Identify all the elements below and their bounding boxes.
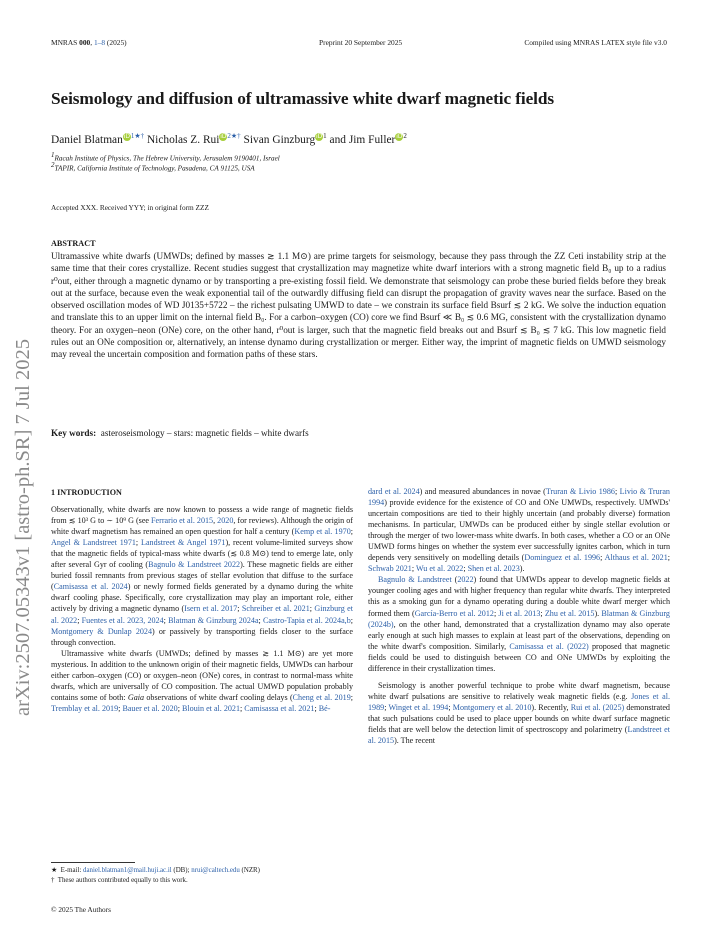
citation-link[interactable]: Rui et al. (2025) — [570, 702, 625, 712]
paragraph: Bagnulo & Landstreet (2022) found that UMWDs appear to develop magnetic fields at younger cooling ages and with higher frequency than regular white dwarfs. They interpreted this as a smoking gun for a dynamo operating during a double white dwarf merger which formed them (García-Berro et al. 2012; Ji et al. 2013; Zhu et al. 2015). Blatman & Ginzburg (2024b), on the other hand, demonstrated that a crystallization dynamo may also operate early enough at such high masses to explain at least part of the observations, depending on the white dwarf's composition. Similarly, Camisassa et al. (2022) proposed that magnetic fields could be used to distinguish between CO and ONe UMWDs by exploiting the difference in their crystallization times. — [368, 575, 671, 673]
author-marks: 2 — [403, 132, 407, 140]
citation-link[interactable]: Kemp et al. 1970 — [294, 527, 351, 537]
citation-link[interactable]: Camisassa et al. 2024 — [53, 582, 128, 592]
abstract-heading: ABSTRACT — [51, 239, 96, 248]
author-name: Nicholas Z. Rui — [146, 133, 220, 146]
citation-link[interactable]: Winget et al. 1994 — [388, 702, 449, 712]
paper-title: Seismology and diffusion of ultramassive white dwarf magnetic fields — [51, 89, 554, 108]
citation-link[interactable]: Livio & Truran 1994 — [368, 487, 670, 508]
email-link[interactable]: daniel.blatman1@mail.huji.ac.il — [83, 867, 172, 874]
author-marks[interactable]: 1★† — [130, 132, 145, 140]
citation-link[interactable]: Althaus et al. 2021 — [604, 553, 668, 563]
citation-link[interactable]: Ferrario et al. 2015 — [151, 516, 214, 526]
citation-link[interactable]: Camisassa et al. (2022) — [509, 641, 589, 651]
author-name: Jim Fuller — [348, 133, 396, 146]
affiliation: $^1$Racah Institute of Physics, The Hebrew University, Jerusalem 9190401, Israel — [51, 151, 280, 163]
orcid-icon[interactable]: iD — [220, 132, 227, 140]
orcid-icon[interactable]: iD — [396, 132, 403, 140]
citation-link[interactable]: García-Berro et al. 2012 — [414, 608, 494, 618]
citation-link[interactable]: Landstreet et al. 2015 — [368, 724, 670, 746]
footnote-equal-contribution: † These authors contributed equally to this work. — [51, 876, 188, 884]
abstract-text: Ultramassive white dwarfs (UMWDs; defined by masses ≳ 1.1 M⊙) are prime targets for seismology, because they pass through the ZZ Ceti instability strip at the same time that their cores crystallize. Recent studies suggest that crystallization may magnetize white dwarf interiors with a strong magnetic field B₀ up to a radius r⁰out, either through a magnetic dynamo or by transporting a pre-existing fossil field. We demonstrate that seismology can probe these buried fields before they break out at the surface, because even the weak exponential tail of the outwardly diffusing field can disrupt the propagation of gravity waves near the surface. Based on the observed oscillation modes of WD J0135+5722 – the richest pulsating UMWD to date – we constrain its surface field Bsurf ≲ 2 kG. We solve the induction equation and translate this to an upper limit on the internal field B₀. For a carbon–oxygen (CO) core we find Bsurf ≪ B₀ ≲ 0.6 MG, consistent with the crystallization dynamo theory. For an oxygen–neon (ONe) core, on the other hand, r⁰out is larger, such that the magnetic field breaks out and Bsurf ≲ B₀ ≲ 7 kG. This low magnetic field rules out an ONe composition or, alternatively, an intense dynamo during crystallization or merger. Either way, the imprint of magnetic fields on UMWD seismology may reveal the uncertain composition and formation paths of these stars. — [51, 251, 666, 360]
paragraph: Seismology is another powerful technique to probe white dwarf magnetism, because white dwarf pulsations are sensitive to relatively weak magnetic fields (e.g. Jones et al. 1989; Winget et al. 1994; Montgomery et al. 2010). Recently, Rui et al. (2025) demonstrated that such pulsations could be used to place upper bounds on white dwarf surface magnetic fields that are well below the detection limit of spectroscopy and polarimetry (Landstreet et al. 2015). The recent — [368, 680, 670, 746]
affiliation: $^2$TAPIR, California Institute of Technology, Pasadena, CA 91125, USA — [51, 161, 255, 173]
citation-link[interactable]: 2022 — [457, 575, 474, 585]
footnote-email: ★ E-mail: daniel.blatman1@mail.huji.ac.il (DB); nrui@caltech.edu (NZR) — [51, 867, 260, 874]
citation-link[interactable]: Blatman & Ginzburg 2024a — [168, 615, 259, 625]
running-header-journal: MNRAS 000, 1–8 (2025) — [51, 38, 127, 47]
citation-link[interactable]: Castro-Tapia et al. 2024a,b — [262, 615, 351, 625]
paragraph: dard et al. 2024) and measured abundances in novae (Truran & Livio 1986; Livio & Truran 1994) provide evidence for the existence of CO and ONe UMWDs, respectively. UMWDs' uncertain compositions are tied to their highly uncertain (and probably diverse) formation mechanisms. In particular, UMWDs can be produced either by single stellar evolution or through the merger of two lower-mass white dwarfs. In both cases, whether a CO or an ONe UMWD forms hinges on whether the system ever successfully ignites carbon, which in turn depends very sensitively on modelling details (Dominguez et al. 1996; Althaus et al. 2021; Schwab 2021; Wu et al. 2022; Shen et al. 2023). — [368, 487, 670, 574]
citation-link[interactable]: Shen et al. 2023 — [467, 564, 520, 574]
page-range-link[interactable]: 1–8 — [93, 38, 106, 47]
citation-link[interactable]: Wu et al. 2022 — [415, 564, 464, 574]
citation-link[interactable]: Blouin et al. 2021 — [182, 703, 241, 713]
citation-link[interactable]: Bagnulo & Landstreet — [378, 575, 452, 585]
citation-link[interactable]: Cheng et al. 2019 — [292, 692, 351, 702]
citation-link[interactable]: Montgomery & Dunlap 2024 — [51, 626, 153, 636]
citation-link[interactable]: Angel & Landstreet 1971 — [51, 538, 136, 548]
citation-link[interactable]: Bé- — [318, 703, 331, 713]
citation-link[interactable]: Truran & Livio 1986 — [545, 487, 615, 496]
paragraph: Observationally, white dwarfs are now known to possess a wide range of magnetic fields from ≲ 10³ G to ∼ 10⁹ G (see Ferrario et al. 2015, 2020, for reviews). Although the origin of white dwarf magnetism has remained an open question for half a century (Kemp et al. 1970; Angel & Landstreet 1971; Landstreet & Angel 1971), recent volume-limited surveys show that the magnetic fields of typical-mass white dwarfs (≲ 0.8 M⊙) tend to emerge late, only after several Gyr of cooling (Bagnulo & Landstreet 2022). These magnetic fields are either buried fossil remnants from previous stages of stellar evolution that diffuse to the surface (Camisassa et al. 2024) or newly formed fields generated by a dynamo during the white dwarf cooling phase. Specifically, core crystallization may play an important role, either actively by driving a magnetic dynamo (Isern et al. 2017; Schreiber et al. 2021; Ginzburg et al. 2022; Fuentes et al. 2023, 2024; Blatman & Ginzburg 2024a; Castro-Tapia et al. 2024a,b; Montgomery & Dunlap 2024) or passively by transporting fields closer to the surface through convection. — [51, 505, 354, 647]
citation-link[interactable]: Fuentes et al. 2023, 2024 — [81, 615, 164, 625]
running-header-preprint: Preprint 20 September 2025 — [319, 38, 403, 47]
citation-link[interactable]: Isern et al. 2017 — [184, 604, 238, 614]
citation-link[interactable]: Dominguez et al. 1996 — [524, 553, 601, 563]
author-marks: 1 — [323, 132, 327, 140]
author-name: Daniel Blatman — [51, 133, 123, 146]
citation-link[interactable]: Schwab 2021 — [368, 564, 412, 574]
citation-link[interactable]: Ji et al. 2013 — [498, 608, 541, 618]
citation-link[interactable]: 2020 — [217, 516, 234, 526]
running-header-compiled: Compiled using MNRAS LATEX style file v3.0 — [524, 38, 667, 47]
orcid-icon[interactable]: iD — [316, 132, 323, 140]
email-link[interactable]: nrui@caltech.edu — [191, 867, 240, 874]
footnote-rule — [51, 862, 135, 863]
copyright-notice: © 2025 The Authors — [51, 905, 111, 914]
citation-link[interactable]: Bauer et al. 2020 — [122, 703, 178, 713]
citation-link[interactable]: Jones et al. 1989 — [368, 691, 670, 712]
citation-link[interactable]: Zhu et al. 2015 — [544, 608, 595, 618]
citation-link[interactable]: Tremblay et al. 2019 — [51, 703, 119, 713]
footnotes — [51, 866, 361, 885]
section-heading: 1 INTRODUCTION — [51, 488, 122, 497]
citation-link[interactable]: Bagnulo & Landstreet 2022 — [148, 560, 241, 570]
paragraph: Ultramassive white dwarfs (UMWDs; defined by masses ≳ 1.1 M⊙) are yet more mysterious. In addition to the unknown origin of their magnetic fields, UMWDs can harbour either carbon–oxygen (CO) or oxygen–neon (ONe) cores, in contrast to normal-mass white dwarfs, which are universally of CO composition. The actual UMWD population probably contains some of both: Gaia observations of white dwarf cooling delays (Cheng et al. 2019; Tremblay et al. 2019; Bauer et al. 2020; Blouin et al. 2021; Camisassa et al. 2021; Bé- — [51, 648, 353, 713]
accepted-note: Accepted XXX. Received YYY; in original form ZZZ — [51, 203, 209, 212]
author-name: Sivan Ginzburg — [243, 133, 316, 146]
author-list: Daniel BlatmaniD$^{1★\dagger}$ Nicholas Z. RuiiD$^{2★\dagger}$ Sivan GinzburgiD$^1$ and Jim FulleriD$^2$ — [51, 132, 407, 146]
citation-link[interactable]: dard et al. 2024 — [368, 487, 420, 496]
citation-link[interactable]: Camisassa et al. 2021 — [244, 703, 315, 713]
arxiv-stamp: arXiv:2507.05343v1 [astro-ph.SR] 7 Jul 2025 — [12, 339, 34, 716]
orcid-icon[interactable]: iD — [123, 132, 130, 140]
citation-link[interactable]: Schreiber et al. 2021 — [241, 604, 310, 614]
author-marks[interactable]: 2★† — [227, 132, 241, 140]
citation-link[interactable]: Blatman & Ginzburg (2024b) — [368, 608, 670, 629]
citation-link[interactable]: Montgomery et al. 2010 — [452, 702, 532, 712]
body-left-column — [51, 487, 353, 714]
body-right-column — [368, 486, 670, 746]
citation-link[interactable]: Landstreet & Angel 1971 — [141, 538, 226, 548]
citation-link[interactable]: Ginzburg et al. 2022 — [51, 604, 353, 625]
keywords: Key words: asteroseismology – stars: magnetic fields – white dwarfs — [51, 428, 309, 438]
